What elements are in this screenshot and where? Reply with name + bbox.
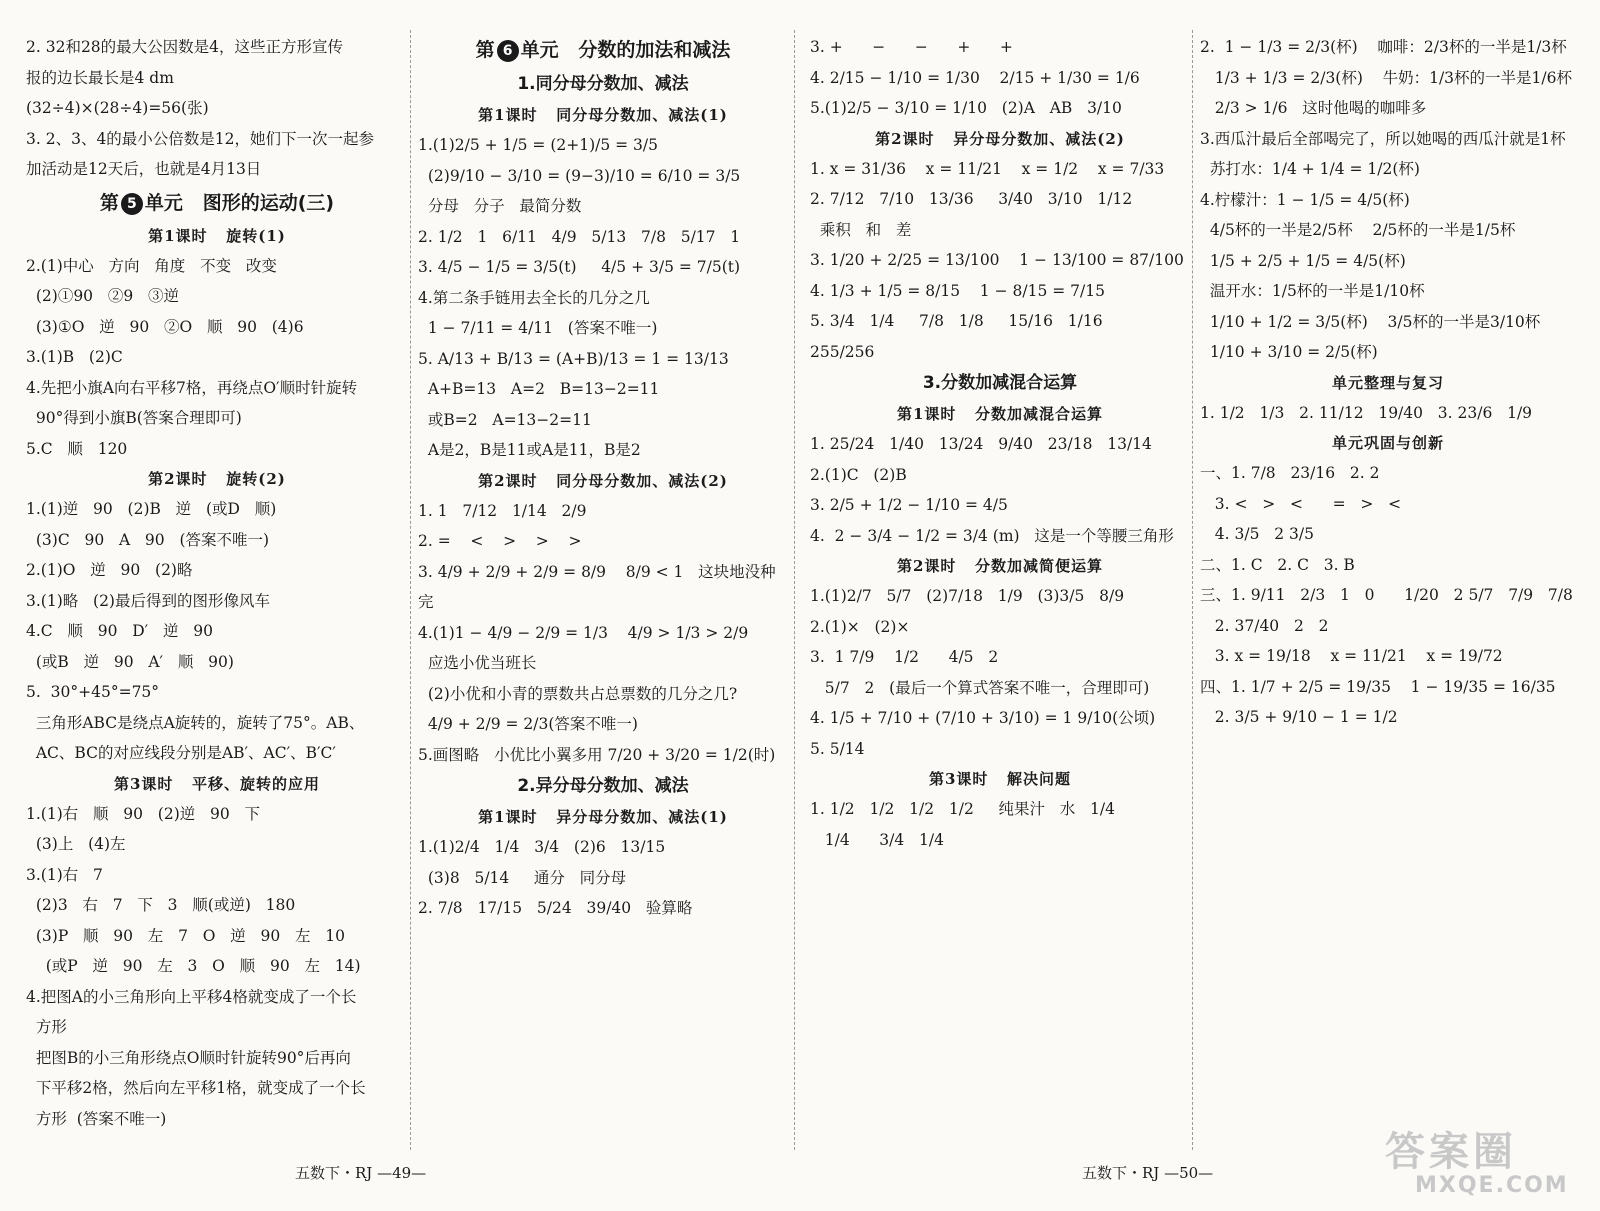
column-divider [1192,30,1193,1150]
answer-line: 2. 3/5 + 9/10 − 1 = 1/2 [1200,708,1398,726]
unit-title-text: 单元 分数的加法和减法 [520,39,731,61]
answer-line: 5. 5/14 [810,739,865,758]
watermark-logo [1385,1130,1569,1198]
answer-column-3 [810,32,1190,1137]
answer-line: (2)①90 ②9 ③逆 [26,287,179,305]
section-heading: 1.同分母分数加、减法 [517,74,689,94]
answer-line: 2.(1)C (2)B [810,465,907,484]
answer-line: (3)C 90 A 90 (答案不唯一) [26,530,270,549]
lesson-heading: 第2课时 异分母分数加、减法(2) [875,129,1125,148]
answer-line: 下平移2格，然后向左平移1格，就变成了一个长 [26,1079,366,1097]
answer-line: 2.(1)× (2)× [810,617,910,636]
answer-line: (3)上 (4)左 [26,835,126,853]
answer-line: 2. = < > > > [418,532,582,550]
answer-line: 2. 7/12 7/10 13/36 3/40 3/10 1/12 [810,190,1133,208]
answer-line: 3. 2、3、4的最小公倍数是12，她们下一次一起参 [26,129,375,148]
answer-line: 1/10 + 1/2 = 3/5(杯) 3/5杯的一半是3/10杯 [1200,312,1541,331]
answer-line: 1. 1/2 1/3 2. 11/12 19/40 3. 23/6 1/9 [1200,403,1533,422]
page-footer-left: 五数下・RJ —49— [295,1164,427,1182]
lesson-heading: 第1课时 分数加减混合运算 [896,405,1104,423]
section-heading: 3.分数加减混合运算 [922,373,1078,393]
answer-line: 5/7 2 (最后一个算式答案不唯一，合理即可) [810,678,1150,697]
answer-line: 4.把图A的小三角形向上平移4格就变成了一个长 [26,987,357,1006]
answer-line: (32÷4)×(28÷4)=56(张) [26,99,209,117]
answer-line: 1. 1 7/12 1/14 2/9 [418,501,587,520]
unit-title-prefix: 第 [99,191,119,214]
lesson-heading: 第2课时 同分母分数加、减法(2) [478,471,728,490]
answer-line: 1/3 + 1/3 = 2/3(杯) 牛奶：1/3杯的一半是1/6杯 [1200,68,1572,87]
unit-title-text: 单元 图形的运动(三) [144,191,335,214]
lesson-heading: 第1课时 异分母分数加、减法(1) [478,808,728,826]
answer-line: 或B=2 A=13−2=11 [418,410,592,429]
answer-line: 4. 2 − 3/4 − 1/2 = 3/4 (m) 这是一个等腰三角形 [810,526,1174,545]
page-footer-right: 五数下・RJ —50— [1082,1164,1214,1182]
answer-line: 3. + − − + + [810,38,1013,56]
answer-line: 3.西瓜汁最后全部喝完了，所以她喝的西瓜汁就是1杯 [1200,129,1566,148]
answer-line: 1.(1)2/5 + 1/5 = (2+1)/5 = 3/5 [418,136,658,154]
answer-line: 3. < > < = > < [1200,494,1402,513]
answer-line: 2.(1)O 逆 90 (2)略 [26,561,193,579]
answer-line: 二、1. C 2. C 3. B [1200,555,1355,574]
answer-line: 1/10 + 3/10 = 2/5(杯) [1200,343,1378,361]
answer-line: 把图B的小三角形绕点O顺时针旋转90°后再向 [26,1048,351,1067]
unit-title [26,185,408,221]
lesson-heading: 第2课时 分数加减简便运算 [896,557,1104,575]
answer-line: 1/4 3/4 1/4 [810,830,944,849]
column-divider [410,30,411,1150]
answer-line: 方形 (答案不唯一) [26,1109,167,1128]
answer-line: 5.(1)2/5 − 3/10 = 1/10 (2)A AB 3/10 [810,99,1122,117]
unit-title [418,32,788,68]
watermark-text: 答案圈 [1385,1129,1517,1175]
answer-line: 5. A/13 + B/13 = (A+B)/13 = 1 = 13/13 [418,349,729,368]
answer-line: 1.(1)逆 90 (2)B 逆 (或D 顺) [26,500,277,518]
unit-number-badge: 5 [121,193,143,215]
answer-line: (2)9/10 − 3/10 = (9−3)/10 = 6/10 = 3/5 [418,166,741,185]
answer-line: 2. 1/2 1 6/11 4/9 5/13 7/8 5/17 1 [418,227,741,246]
answer-line: 三、1. 9/11 2/3 1 0 1/20 2 5/7 7/9 7/8 [1200,586,1573,604]
answer-line: 4/5杯的一半是2/5杯 2/5杯的一半是1/5杯 [1200,221,1516,239]
answer-line: 四、1. 1/7 + 2/5 = 19/35 1 − 19/35 = 16/35 [1200,677,1556,696]
answer-line: 加活动是12天后，也就是4月13日 [26,160,262,178]
section-heading: 2.异分母分数加、减法 [517,776,689,796]
answer-line: 3.(1)略 (2)最后得到的图形像风车 [26,591,270,610]
answer-line: 一、1. 7/8 23/16 2. 2 [1200,464,1380,482]
answer-line: 应选小优当班长 [418,654,537,672]
answer-line: 4. 1/5 + 7/10 + (7/10 + 3/10) = 1 9/10(公顷) [810,709,1156,727]
answer-line: (2)3 右 7 下 3 顺(或逆) 180 [26,896,296,914]
answer-line: 3.(1)B (2)C [26,348,123,366]
answer-column-1 [26,32,408,1137]
answer-line: 5.画图略 小优比小翼多用 7/20 + 3/20 = 1/2(时) [418,745,776,764]
answer-line: 90°得到小旗B(答案合理即可) [26,409,242,427]
answer-line: 1.(1)2/4 1/4 3/4 (2)6 13/15 [418,838,666,856]
answer-line: 4.先把小旗A向右平移7格，再绕点O′顺时针旋转 [26,378,358,397]
watermark-url: MXQE.COM [1415,1173,1569,1198]
answer-line: (3)①O 逆 90 ②O 顺 90 (4)6 [26,317,304,336]
answer-column-4 [1200,32,1576,1137]
answer-line: 4. 3/5 2 3/5 [1200,525,1314,543]
answer-line: 温开水：1/5杯的一半是1/10杯 [1200,282,1425,300]
answer-line: (2)小优和小青的票数共占总票数的几分之几? [418,684,738,703]
answer-line: 1.(1)2/7 5/7 (2)7/18 1/9 (3)3/5 8/9 [810,587,1125,605]
answer-line: 4.C 顺 90 D′ 逆 90 [26,622,213,640]
answer-line: 3. 1 7/9 1/2 4/5 2 [810,648,999,666]
answer-line: 3.(1)右 7 [26,865,103,884]
answer-line: 3. 1/20 + 2/25 = 13/100 1 − 13/100 = 87/100 [810,251,1184,269]
answer-line: 2. 32和28的最大公因数是4，这些正方形宣传 [26,38,344,56]
answer-line: 2. 7/8 17/15 5/24 39/40 验算略 [418,899,693,917]
lesson-heading: 第2课时 旋转(2) [148,470,286,488]
answer-line: 4.(1)1 − 4/9 − 2/9 = 1/3 4/9 > 1/3 > 2/9 [418,623,749,642]
answer-line: 2. 1 − 1/3 = 2/3(杯) 咖啡：2/3杯的一半是1/3杯 [1200,38,1567,56]
answer-line: 4.第二条手链用去全长的几分之几 [418,288,650,307]
answer-line: 1.(1)右 顺 90 (2)逆 90 下 [26,804,261,823]
answer-line: 1/5 + 2/5 + 1/5 = 4/5(杯) [1200,251,1406,270]
answer-column-2 [418,32,788,1137]
unit-title-prefix: 第 [475,39,495,61]
answer-line: 3. 4/9 + 2/9 + 2/9 = 8/9 8/9 < 1 这块地没种完 [418,562,776,611]
answer-line: 2.(1)中心 方向 角度 不变 改变 [26,256,277,275]
answer-line: 乘积 和 差 [810,220,912,239]
answer-line: (或P 逆 90 左 3 O 顺 90 左 14) [26,957,361,975]
answer-line: 5. 30°+45°=75° [26,683,160,701]
answer-line: 3. 4/5 − 1/5 = 3/5(t) 4/5 + 3/5 = 7/5(t) [418,258,741,276]
answer-line: 报的边长最长是4 dm [26,68,174,87]
lesson-heading: 单元整理与复习 [1331,373,1444,392]
answer-line: 5.C 顺 120 [26,439,128,458]
answer-line: (3)P 顺 90 左 7 O 逆 90 左 10 [26,926,346,945]
answer-line: 4/9 + 2/9 = 2/3(答案不唯一) [418,715,638,733]
answer-line: (或B 逆 90 A′ 顺 90) [26,652,234,671]
answer-line: 2. 37/40 2 2 [1200,616,1329,635]
answer-line: 5. 3/4 1/4 7/8 1/8 15/16 1/16 255/256 [810,312,1128,361]
answer-line: 4. 2/15 − 1/10 = 1/30 2/15 + 1/30 = 1/6 [810,68,1140,87]
answer-line: AC、BC的对应线段分别是AB′、AC′、B′C′ [26,744,336,762]
lesson-heading: 第3课时 平移、旋转的应用 [113,774,321,793]
lesson-heading: 单元巩固与创新 [1331,434,1444,452]
answer-line: (3)8 5/14 通分 同分母 [418,868,627,887]
column-divider [794,30,795,1150]
lesson-heading: 第1课时 同分母分数加、减法(1) [478,106,728,124]
answer-line: A+B=13 A=2 B=13−2=11 [418,380,660,398]
answer-line: A是2，B是11或A是11，B是2 [418,441,641,459]
lesson-heading: 第3课时 解决问题 [928,770,1072,788]
answer-line: 4. 1/3 + 1/5 = 8/15 1 − 8/15 = 7/15 [810,281,1105,300]
lesson-heading: 第1课时 旋转(1) [148,226,286,245]
answer-line: 三角形ABC是绕点A旋转的，旋转了75°。AB、 [26,713,365,732]
answer-line: 1. 1/2 1/2 1/2 1/2 纯果汁 水 1/4 [810,800,1115,818]
answer-line: 2/3 > 1/6 这时他喝的咖啡多 [1200,99,1427,117]
answer-line: 4.柠檬汁：1 − 1/5 = 4/5(杯) [1200,190,1410,209]
answer-line: 分母 分子 最简分数 [418,197,582,215]
answer-line: 3. 2/5 + 1/2 − 1/10 = 4/5 [810,496,1008,514]
answer-line: 1. 25/24 1/40 13/24 9/40 23/18 13/14 [810,435,1152,453]
answer-line: 1. x = 31/36 x = 11/21 x = 1/2 x = 7/33 [810,159,1165,178]
answer-line: 苏打水：1/4 + 1/4 = 1/2(杯) [1200,160,1420,178]
unit-number-badge: 6 [497,40,519,62]
answer-line: 1 − 7/11 = 4/11 (答案不唯一) [418,319,658,337]
answer-line: 3. x = 19/18 x = 11/21 x = 19/72 [1200,647,1503,665]
answer-line: 方形 [26,1018,67,1036]
